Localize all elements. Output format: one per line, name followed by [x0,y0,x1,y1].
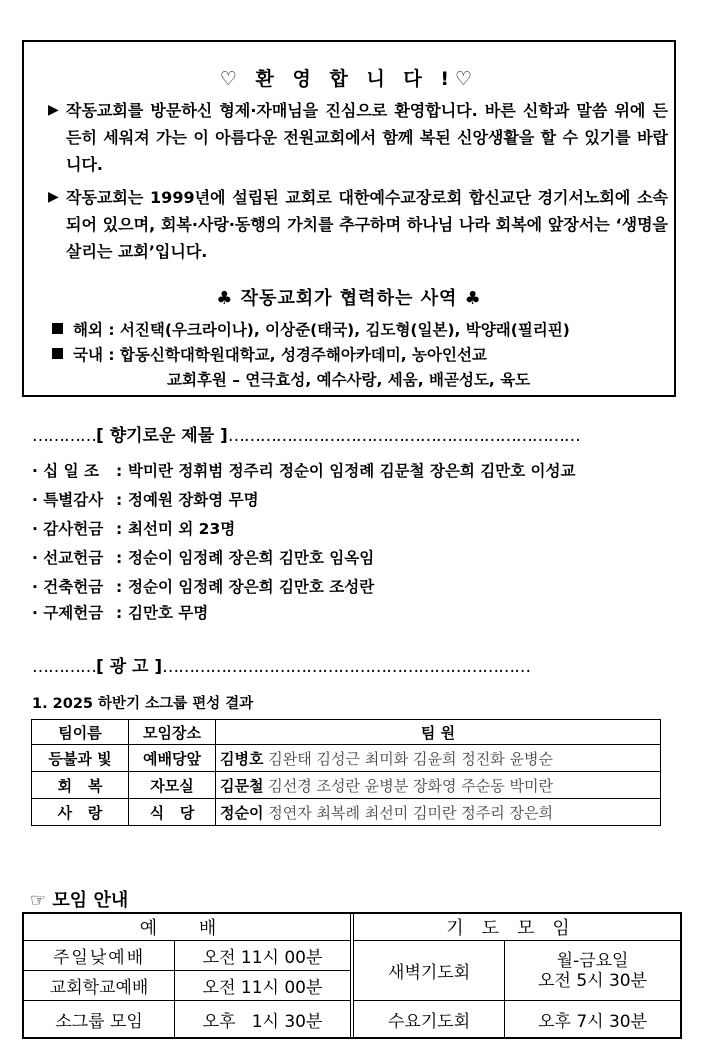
team-name: 사 랑 [32,799,129,826]
dots-right: …………………………………………………………… [162,657,531,677]
offering-label: · 구제헌금 [32,604,104,622]
table-row [32,745,661,772]
offerings-heading [32,421,580,446]
team-place: 식 당 [129,799,216,826]
prayer-time-value: 오전 5시 30분 [538,970,648,991]
triangle-bullet-icon: ▶ [48,102,59,118]
worship-header: 예 배 [23,913,350,941]
table-row [32,772,661,799]
team-members [216,772,661,799]
welcome-paragraph-1-text: 작동교회를 방문하신 형제·자매님을 진심으로 환영합니다. 바른 신학과 말씀 위에 든든히 세워져 가는 이 아름다운 전원교회에서 함께 복된 신앙생활을 할 수 있기를 바랍니다. [66,101,668,174]
ad-item-1: 1. 2025 하반기 소그룹 편성 결과 [32,696,254,712]
mission-domestic-continued: 교회후원 – 연극효성, 예수사랑, 세움, 배곧성도, 육도 [167,371,531,389]
offering-names: 김만호 무명 [128,604,209,622]
team-members [216,799,661,826]
offering-row: · 선교헌금 : 정순이 임정례 장은희 김만호 임옥임 [32,546,374,568]
welcome-paragraph-2 [48,184,668,265]
col-team-name: 팀이름 [32,720,129,745]
mission-abroad [52,318,570,340]
mission-title: ♣ 작동교회가 협력하는 사역 ♣ [216,288,482,309]
welcome-title: ♡ 환 영 합 니 다 !♡ [219,68,479,90]
team-name: 회 복 [32,772,129,799]
offering-row: · 감사헌금 : 최선미 외 23명 [32,517,235,539]
team-member-list: 김완태 김성근 최미화 김윤희 정진화 윤병순 [268,749,553,768]
prayer-time [505,941,681,1001]
worship-time: 오전 11시 00분 [175,941,351,971]
team-place: 예배당앞 [129,745,216,772]
offering-names: 정예원 장화영 무명 [128,491,259,509]
offering-names: 정순이 임정례 장은희 김만호 조성란 [128,578,375,596]
offering-row: · 특별감사 : 정예원 장화영 무명 [32,488,259,510]
dots-left: ………… [32,426,96,446]
table-row [32,799,661,826]
offering-label: · 십 일 조 [32,462,99,480]
team-leader: 김문철 [220,776,264,795]
mission-domestic [52,343,487,365]
offering-label: · 건축헌금 [32,578,104,596]
offering-names: 최선미 외 23명 [128,520,236,538]
offering-label: · 특별감사 [32,491,104,509]
worship-time: 오전 11시 00분 [175,971,351,1001]
team-name: 등불과 빛 [32,745,129,772]
welcome-box [22,40,676,397]
worship-name: 주일낮예배 [23,941,175,971]
offerings-heading-text: [ 향기로운 제물 ] [96,426,228,446]
col-meeting-place: 모임장소 [129,720,216,745]
team-leader: 정순이 [220,803,264,822]
worship-name: 교회학교예배 [23,971,175,1001]
prayer-header: 기도모임 [354,913,681,941]
prayer-time: 오후 7시 30분 [505,1001,681,1039]
mission-abroad-text: 해외 : 서진택(우크라이나), 이상준(태국), 김도형(일본), 박양래(필리핀) [73,321,570,339]
dots-right: ………………………………………………………… [227,426,580,446]
mission-domestic-text: 국내 : 합동신학대학원대학교, 성경주해아카데미, 농아인선교 [73,346,487,364]
square-bullet-icon [52,323,63,334]
welcome-paragraph-2-text: 작동교회는 1999년에 설립된 교회로 대한예수교장로회 합신교단 경기서노회에 소속되어 있으며, 회복·사랑·동행의 가치를 추구하며 하나님 나라 회복에 앞장서는 ‘생명을 살리는 교회’입니다. [66,188,668,261]
offering-row: · 건축헌금 : 정순이 임정례 장은희 김만호 조성란 [32,575,374,597]
offering-names: 정순이 임정례 장은희 김만호 임옥임 [128,549,375,567]
meeting-schedule-table [22,912,682,1039]
team-place: 자모실 [129,772,216,799]
offering-label: · 감사헌금 [32,520,104,538]
meeting-guide-heading: ☞ 모임 안내 [30,890,129,911]
team-member-list: 김선경 조성란 윤병분 장화영 주순동 박미란 [268,776,553,795]
small-group-table [31,719,661,826]
square-bullet-icon [52,348,63,359]
offering-label: · 선교헌금 [32,549,104,567]
worship-time: 오후 1시 30분 [175,1001,351,1039]
ads-heading-text: [ 광 고 ] [96,657,163,677]
team-leader: 김병호 [220,749,264,768]
offering-row: · 십 일 조 : 박미란 정휘범 정주리 정순이 임정례 김문철 장은희 김만호 이성교 [32,459,575,481]
offering-row: · 구제헌금 : 김만호 무명 [32,601,208,623]
prayer-days: 월-금요일 [556,950,629,971]
triangle-bullet-icon: ▶ [48,189,59,205]
prayer-name: 수요기도회 [354,1001,505,1039]
dots-left: ………… [32,657,96,677]
ads-heading [32,652,530,677]
offering-names: 박미란 정휘범 정주리 정순이 임정례 김문철 장은희 김만호 이성교 [128,462,576,480]
prayer-name: 새벽기도회 [354,941,505,1001]
welcome-paragraph-1 [48,97,668,178]
worship-name: 소그룹 모임 [23,1001,175,1039]
team-member-list: 정연자 최복례 최선미 김미란 정주리 장은희 [268,803,553,822]
col-members: 팀 원 [216,720,661,745]
team-members [216,745,661,772]
